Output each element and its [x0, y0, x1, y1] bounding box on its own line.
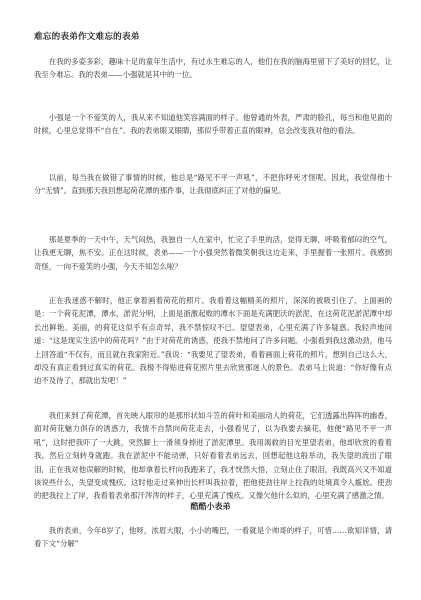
paragraph-3: 以前，每当我在做错了事情的时候，他总是“路见不平一声吼”，不把你呼死才怪呢。因此，我觉得他十分“无情”。直到那天我回想起荷花潭的那件事，让我彻底纠正了对他的偏见。: [34, 173, 392, 196]
paragraph-4: 那是夏季的一天中午，天气闷热，我独自一人在家中，忙完了手里的活，觉得无聊，呼吸着郁闷的空气，让我更无聊，焦不安。正在这时候，表弟——一个小强突然着微笑朝我这边走来，手里握着一张照片。我感到奇怪，一向不爱笑的小强，今天不知怎么啦？: [34, 235, 392, 271]
closing-paragraph: 我的表弟，今年8岁了，他呀，浓眉大眼，小小的嘴巴，一看就是个帅哥的样子，可惜……欲知详情，请看下文“分解”: [34, 526, 392, 549]
section-subtitle: 酷酷小表弟: [190, 501, 231, 511]
paragraph-1: 在我的多姿多彩，趣味十足的童年生活中，有过永生难忘的人，他们在我的脑海里留下了美好的回忆，让我至今难忘。我的表弟——小强就是其中的一位。: [34, 57, 392, 80]
document-title: 难忘的表弟作文难忘的表弟: [34, 32, 140, 42]
paragraph-5: 正在我迷惑不解时，他正拿着画着荷花的照片。我看着这幅精美的照片，深深的被吸引住了。上面画的是：一个荷花泥潭，潭水，淤泥分明，上面是浙激起败的潭水下面是充满肥沃的淤泥，在这荷花泥淤泥潭中却长出鲜艳、美丽，的荷花这似乎有点奇异，我不禁惊叹不已。望望表弟，心里充满了许多疑惑。我轻声地问道：“这是现实生活中的荷花吗？”由于对荷花的诱惑，使我不禁地问了许多问题。小强看到我这激动劲，他马上回答道“不仅有，而且就在我家附近。”我说：“我要见了望表弟，看着画面上荷花的照片，想到自己这么大，却没有真正看到过真实的荷花。我极不得贴进荷花照片里去欣赏那迷人的景色。表弟马上说道：“你好像有点迫不及待了，那就出发吧！”: [34, 296, 392, 386]
paragraph-6: 我们来到了荷花潭，首先映入眼帘的是那形状如斗笠的荷叶和美丽动人的荷花，它们透露出阵阵的幽香，面对荷花魅力俱存的诱惑力，我情不自禁向荷花走去，小强看见了，以为我要去摘花，他便“路见不平一声吼”，这时把我吓了一大跳，突然脚上一滑须身掉进了淤泥潭里。我用渴救的目光里望表弟，他却欣赏的看着我，然后立刻转身就跑。我在淤泥中不能动弹，只好看着表弟远去，回想起他这般举动，我失望的流出了眼泪，正在我对他误解的时候，他却拿着长杆向我跑来了，我才恍然大悟，立刻止住了眼泪，我既高兴又不知道该说些什么，失望变成愧疚。这时他走过来伸出长杆叫我拉着，把他使劲往岸上拉我的处境真令人尴尬。使劲的把我拉上了岸，我看着表弟那汗涔涔的样子，心里充满了愧疚。又像欠他什么似的，心里充满了感激之情。: [34, 411, 392, 501]
paragraph-2: 小强是一个不爱笑的人，我从来不知道他笑容满面的样子。他曾通的外表，严肃的脸孔，每当和他见面的时候，心里总觉得不“自在”。我的表弟眼叉眼睛，那似乎带着正直的眼神，总会改变我对他的看法。: [34, 113, 392, 136]
